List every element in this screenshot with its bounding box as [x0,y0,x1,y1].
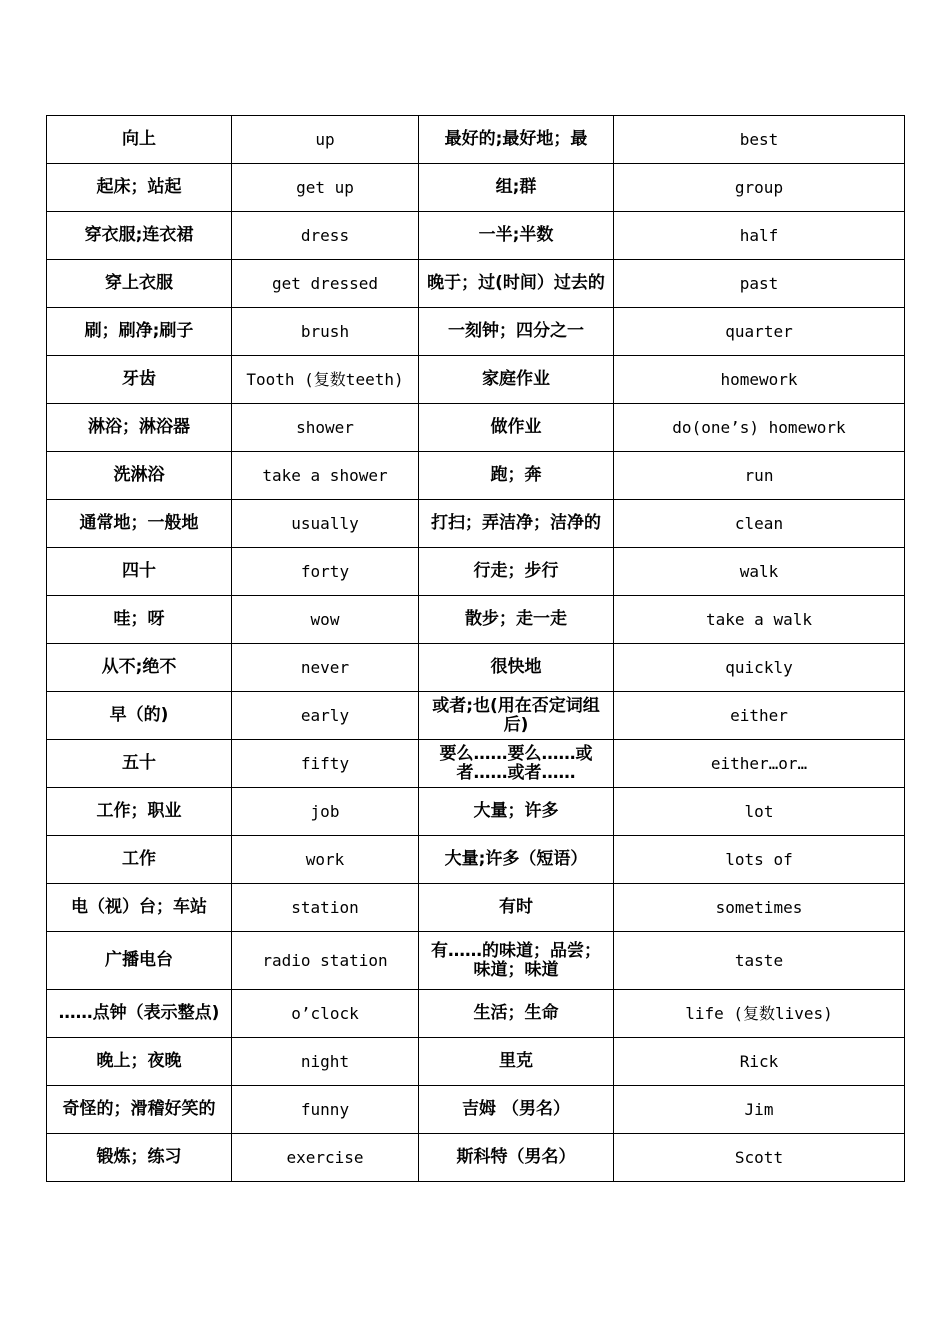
english-word-cell: brush [232,308,419,356]
chinese-meaning-cell: ……点钟（表示整点) [47,990,232,1038]
english-word-cell: up [232,116,419,164]
chinese-meaning-cell: 洗淋浴 [47,452,232,500]
english-word-cell: run [614,452,905,500]
table-row [47,644,905,692]
english-word-cell: funny [232,1086,419,1134]
table-row [47,1086,905,1134]
chinese-meaning-cell: 做作业 [419,404,614,452]
english-word-cell: Rick [614,1038,905,1086]
english-word-cell: quarter [614,308,905,356]
chinese-meaning-cell: 通常地；一般地 [47,500,232,548]
english-word-cell: get up [232,164,419,212]
chinese-meaning-cell: 家庭作业 [419,356,614,404]
chinese-meaning-cell: 从不;绝不 [47,644,232,692]
english-word-cell: take a walk [614,596,905,644]
chinese-meaning-cell: 四十 [47,548,232,596]
chinese-meaning-cell: 最好的;最好地；最 [419,116,614,164]
english-word-cell: night [232,1038,419,1086]
english-word-cell: dress [232,212,419,260]
english-word-cell: station [232,884,419,932]
english-word-cell: get dressed [232,260,419,308]
chinese-meaning-cell: 工作；职业 [47,788,232,836]
chinese-meaning-cell: 或者;也(用在否定词组后) [419,692,614,740]
english-word-cell: Jim [614,1086,905,1134]
english-word-cell: usually [232,500,419,548]
english-word-cell: homework [614,356,905,404]
english-word-cell: fifty [232,740,419,788]
table-row [47,836,905,884]
chinese-meaning-cell: 哇；呀 [47,596,232,644]
chinese-meaning-cell: 散步；走一走 [419,596,614,644]
english-word-cell: either…or… [614,740,905,788]
chinese-meaning-cell: 打扫；弄洁净；洁净的 [419,500,614,548]
chinese-meaning-cell: 有时 [419,884,614,932]
chinese-meaning-cell: 大量;许多（短语） [419,836,614,884]
chinese-meaning-cell: 工作 [47,836,232,884]
english-word-cell: either [614,692,905,740]
english-word-cell: work [232,836,419,884]
chinese-meaning-cell: 向上 [47,116,232,164]
english-word-cell: lots of [614,836,905,884]
chinese-meaning-cell: 广播电台 [47,932,232,990]
english-word-cell: past [614,260,905,308]
chinese-meaning-cell: 晚于；过(时间）过去的 [419,260,614,308]
chinese-meaning-cell: 跑；奔 [419,452,614,500]
chinese-meaning-cell: 穿衣服;连衣裙 [47,212,232,260]
english-word-cell: walk [614,548,905,596]
chinese-meaning-cell: 刷；刷净;刷子 [47,308,232,356]
english-word-cell: wow [232,596,419,644]
english-word-cell: life (复数lives) [614,990,905,1038]
english-word-cell: radio station [232,932,419,990]
chinese-meaning-cell: 生活；生命 [419,990,614,1038]
english-word-cell: early [232,692,419,740]
english-word-cell: o’clock [232,990,419,1038]
table-row [47,116,905,164]
english-word-cell: taste [614,932,905,990]
table-row [47,1134,905,1182]
chinese-meaning-cell: 行走；步行 [419,548,614,596]
chinese-meaning-cell: 大量；许多 [419,788,614,836]
chinese-meaning-cell: 穿上衣服 [47,260,232,308]
chinese-meaning-cell: 电（视）台；车站 [47,884,232,932]
chinese-meaning-cell: 晚上；夜晚 [47,1038,232,1086]
table-row [47,884,905,932]
english-word-cell: quickly [614,644,905,692]
english-word-cell: take a shower [232,452,419,500]
chinese-meaning-cell: 一半;半数 [419,212,614,260]
vocabulary-table-body [47,116,905,1182]
chinese-meaning-cell: 里克 [419,1038,614,1086]
table-row [47,692,905,740]
english-word-cell: best [614,116,905,164]
table-row [47,164,905,212]
table-row [47,1038,905,1086]
table-row [47,308,905,356]
chinese-meaning-cell: 组;群 [419,164,614,212]
table-row [47,260,905,308]
table-row [47,932,905,990]
english-word-cell: clean [614,500,905,548]
english-word-cell: half [614,212,905,260]
chinese-meaning-cell: 淋浴；淋浴器 [47,404,232,452]
table-row [47,740,905,788]
chinese-meaning-cell: 要么……要么……或者……或者…… [419,740,614,788]
english-word-cell: group [614,164,905,212]
english-word-cell: lot [614,788,905,836]
table-row [47,452,905,500]
english-word-cell: Scott [614,1134,905,1182]
chinese-meaning-cell: 有……的味道；品尝；味道；味道 [419,932,614,990]
table-row [47,212,905,260]
table-row [47,500,905,548]
english-word-cell: forty [232,548,419,596]
english-word-cell: Tooth (复数teeth) [232,356,419,404]
chinese-meaning-cell: 五十 [47,740,232,788]
english-word-cell: never [232,644,419,692]
table-row [47,596,905,644]
chinese-meaning-cell: 锻炼；练习 [47,1134,232,1182]
english-word-cell: exercise [232,1134,419,1182]
table-row [47,990,905,1038]
vocabulary-table [46,115,905,1182]
chinese-meaning-cell: 早（的) [47,692,232,740]
english-word-cell: shower [232,404,419,452]
table-row [47,548,905,596]
chinese-meaning-cell: 奇怪的；滑稽好笑的 [47,1086,232,1134]
english-word-cell: job [232,788,419,836]
chinese-meaning-cell: 起床；站起 [47,164,232,212]
table-row [47,788,905,836]
chinese-meaning-cell: 一刻钟；四分之一 [419,308,614,356]
table-row [47,404,905,452]
english-word-cell: sometimes [614,884,905,932]
chinese-meaning-cell: 吉姆 （男名） [419,1086,614,1134]
chinese-meaning-cell: 斯科特（男名） [419,1134,614,1182]
chinese-meaning-cell: 牙齿 [47,356,232,404]
table-row [47,356,905,404]
chinese-meaning-cell: 很快地 [419,644,614,692]
english-word-cell: do(one’s) homework [614,404,905,452]
